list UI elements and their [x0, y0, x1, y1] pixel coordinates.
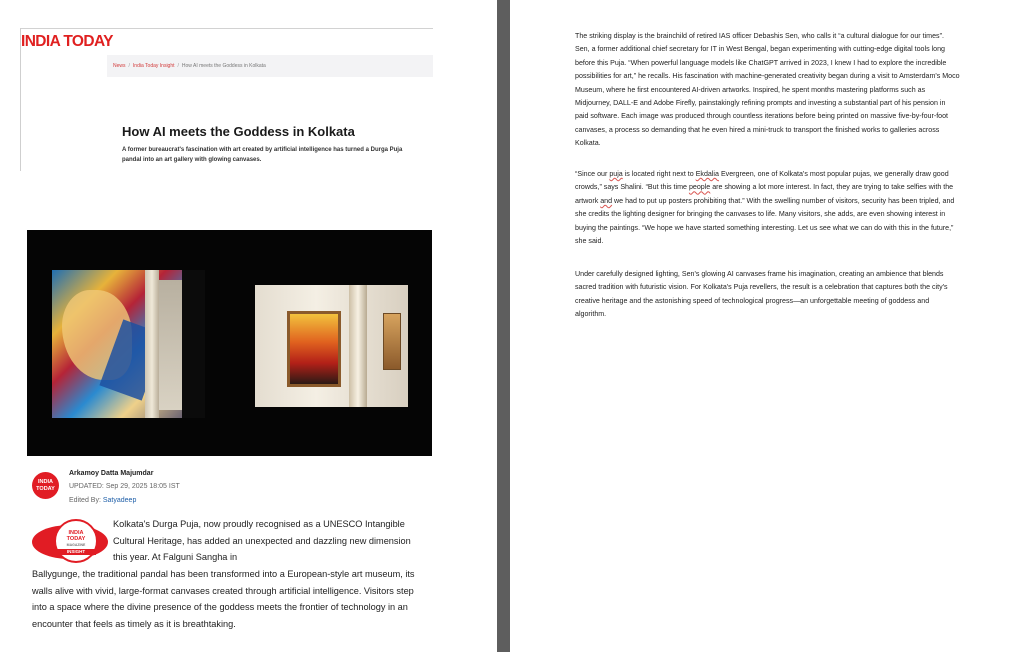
hero-image [27, 230, 432, 456]
p2-text: are showing a lot more interest. In fact, they are trying to take selfies with the artwork [575, 183, 954, 205]
ai-ganesha-painting [52, 270, 205, 418]
gallery-wall-painting [255, 285, 408, 407]
author-avatar[interactable]: INDIA TODAY [32, 472, 59, 499]
left-document-page [0, 0, 496, 672]
pillar-decor [349, 285, 367, 407]
logo-line2: TODAY [66, 536, 86, 542]
p2-text: Evergreen, one of Kolkata's most popular pujas, we generally draw good crowds,” says Shalini. “But this time [575, 170, 949, 192]
p2-text: “Since our [575, 170, 610, 178]
india-today-logo[interactable]: INDIA TODAY [21, 33, 113, 50]
lead-paragraph-rest: Ballygunge, the traditional pandal has been transformed into a European-style art museum, its walls alive with vivid, large-format canvases created through artificial intelligence. Visitors step into a space where the divine presence of the goddess meets the frontier of technology in an encounter that feels as timely as it is breathtaking. [32, 569, 415, 629]
sunset-canvas [287, 311, 341, 387]
spellcheck-word: people [688, 183, 711, 192]
breadcrumb-news-link[interactable]: News [113, 63, 126, 69]
p2-text: we had to put up posters prohibiting that.” With the swelling number of visitors, security has been tripled, and she credits the lighting designer for bringing the canvases to life. Many visitors, she adds, are even showing interest in buying the paintings. “We hope we have started something interesting. Let us see what we can do with this in the future,” she said. [575, 196, 955, 246]
side-canvas [383, 313, 401, 370]
logo-circle [54, 519, 98, 563]
edited-by [69, 497, 136, 504]
logo-insight: INSIGHT [56, 549, 96, 555]
spellcheck-word: puja [609, 170, 623, 178]
breadcrumb [107, 55, 433, 77]
body-paragraph-1: The striking display is the brainchild of retired IAS officer Debashis Sen, who calls it “a cultural dialogue for our times”. Sen, a former additional chief secretary for IT in West Bengal, began experimenting with cutting-edge digital tools long before this Puja. “When powerful language models like ChatGPT arrived in 2023, I knew I had to explore the incredible possibilities for art,” he recalls. His fascination with machine-generated creativity began during a visit to Amsterdam's Moco Museum, where he first encountered AI-driven artworks. Inspired, he spent months mastering platforms such as Midjourney, DALL-E and Adobe Firefly, painstakingly refining prompts and investing a substantial part of his pension in paid software. Each image was produced through countless iterations before being printed on massive five-by-four-foot canvases, a process so demanding that he even hired a mini-truck to transport the finished works to galleries across Kolkata. [575, 32, 960, 148]
pillar-decor [145, 270, 159, 418]
body-paragraph-3: Under carefully designed lighting, Sen's glowing AI canvases frame his imagination, creating an ambience that blends sacred tradition with futuristic vision. For Kolkata's Puja revellers, the result is a celebration that captures both the city's creative heritage and the astonishing speed of technological progress—an unforgettable meeting of goddess and algorithm. [575, 270, 948, 319]
spellcheck-word: and [600, 196, 613, 205]
edited-label: Edited By: [69, 497, 101, 504]
logo-line1: INDIA [68, 530, 84, 536]
article-subhead: A former bureaucrat's fascination with art created by artificial intelligence has turned a Durga Puja pandal into an art gallery with glowing canvases. [122, 147, 403, 163]
logo-sub: MAGAZINE [66, 543, 86, 547]
india-today-insight-logo [32, 519, 108, 563]
page-divider [497, 0, 510, 652]
breadcrumb-separator: / [177, 63, 179, 69]
p2-text: is located right next to [622, 170, 696, 178]
body-paragraph-2 [575, 168, 960, 248]
header-rule [20, 28, 433, 29]
article-headline: How AI meets the Goddess in Kolkata [122, 124, 355, 139]
lead-paragraph-start: Kolkata's Durga Puja, now proudly recognised as a UNESCO Intangible Cultural Heritage, has added an unexpected and dazzling new dimension this year. At Falguni Sangha in [113, 519, 411, 563]
author-name[interactable]: Arkamoy Datta Majumdar [69, 470, 154, 477]
updated-timestamp: UPDATED: Sep 29, 2025 18:05 IST [69, 483, 180, 490]
spellcheck-word: Ekdalia [695, 170, 719, 178]
breadcrumb-separator: / [128, 63, 130, 69]
breadcrumb-section-link[interactable]: India Today Insight [132, 63, 175, 69]
editor-name[interactable]: Satyadeep [102, 497, 137, 504]
breadcrumb-current: How AI meets the Goddess in Kolkata [181, 63, 266, 69]
